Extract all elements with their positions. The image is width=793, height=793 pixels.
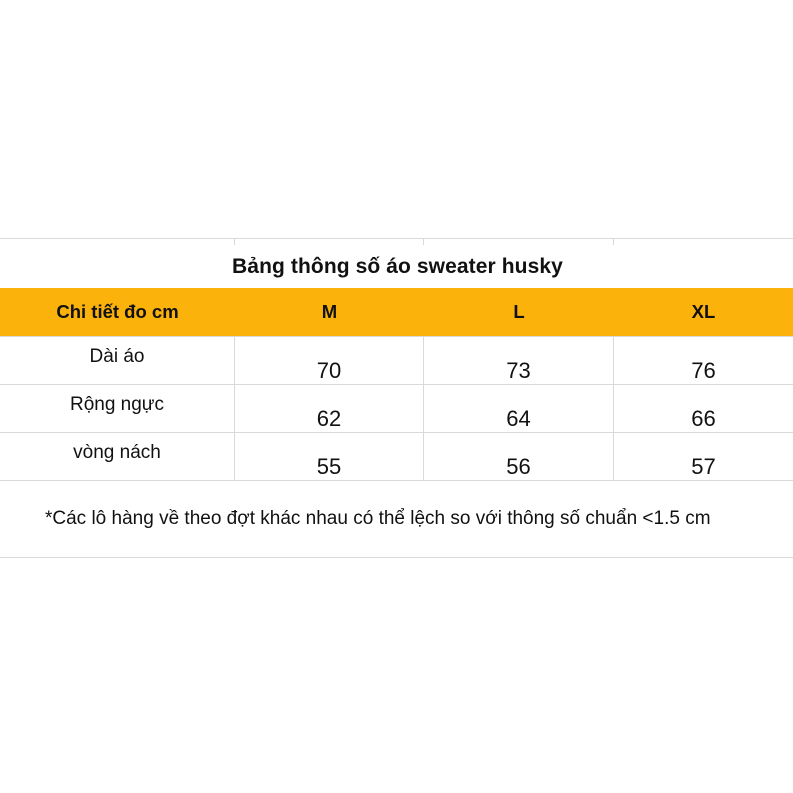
size-chart-table [0, 238, 793, 558]
row-label: vòng nách [73, 442, 161, 463]
value-cell [614, 385, 793, 432]
value-cell [235, 385, 424, 432]
table-row [0, 336, 793, 384]
value-cell [424, 337, 614, 384]
value-cell [235, 433, 424, 480]
table-row [0, 384, 793, 432]
value-m: 55 [316, 454, 342, 479]
header-cell-detail: Chi tiết đo cm [56, 301, 179, 322]
table-title: Bảng thông số áo sweater husky [232, 254, 563, 278]
value-cell [235, 337, 424, 384]
table-header-row [0, 288, 793, 336]
row-label: Dài áo [89, 346, 145, 367]
value-m: 62 [316, 406, 342, 431]
row-label-cell [0, 337, 235, 384]
row-label: Rộng ngực [69, 394, 165, 415]
header-cell-size-l: L [513, 301, 525, 322]
header-cell-size-xl: XL [691, 301, 716, 322]
value-cell [424, 433, 614, 480]
value-l: 56 [506, 454, 531, 479]
value-cell [614, 433, 793, 480]
row-label-cell [0, 385, 235, 432]
table-note-row [0, 480, 793, 557]
value-cell [614, 337, 793, 384]
value-xl: 66 [691, 406, 716, 431]
value-m: 70 [316, 358, 342, 383]
value-l: 73 [506, 358, 531, 383]
value-cell [424, 385, 614, 432]
value-l: 64 [506, 406, 531, 431]
tolerance-note: *Các lô hàng về theo đợt khác nhau có thể lệch so với thông số chuẩn <1.5 cm [45, 508, 711, 529]
table-row [0, 432, 793, 480]
table-title-row [0, 239, 793, 288]
value-xl: 76 [691, 358, 716, 383]
row-label-cell [0, 433, 235, 480]
value-xl: 57 [691, 454, 716, 479]
header-cell-size-m: M [321, 301, 338, 322]
